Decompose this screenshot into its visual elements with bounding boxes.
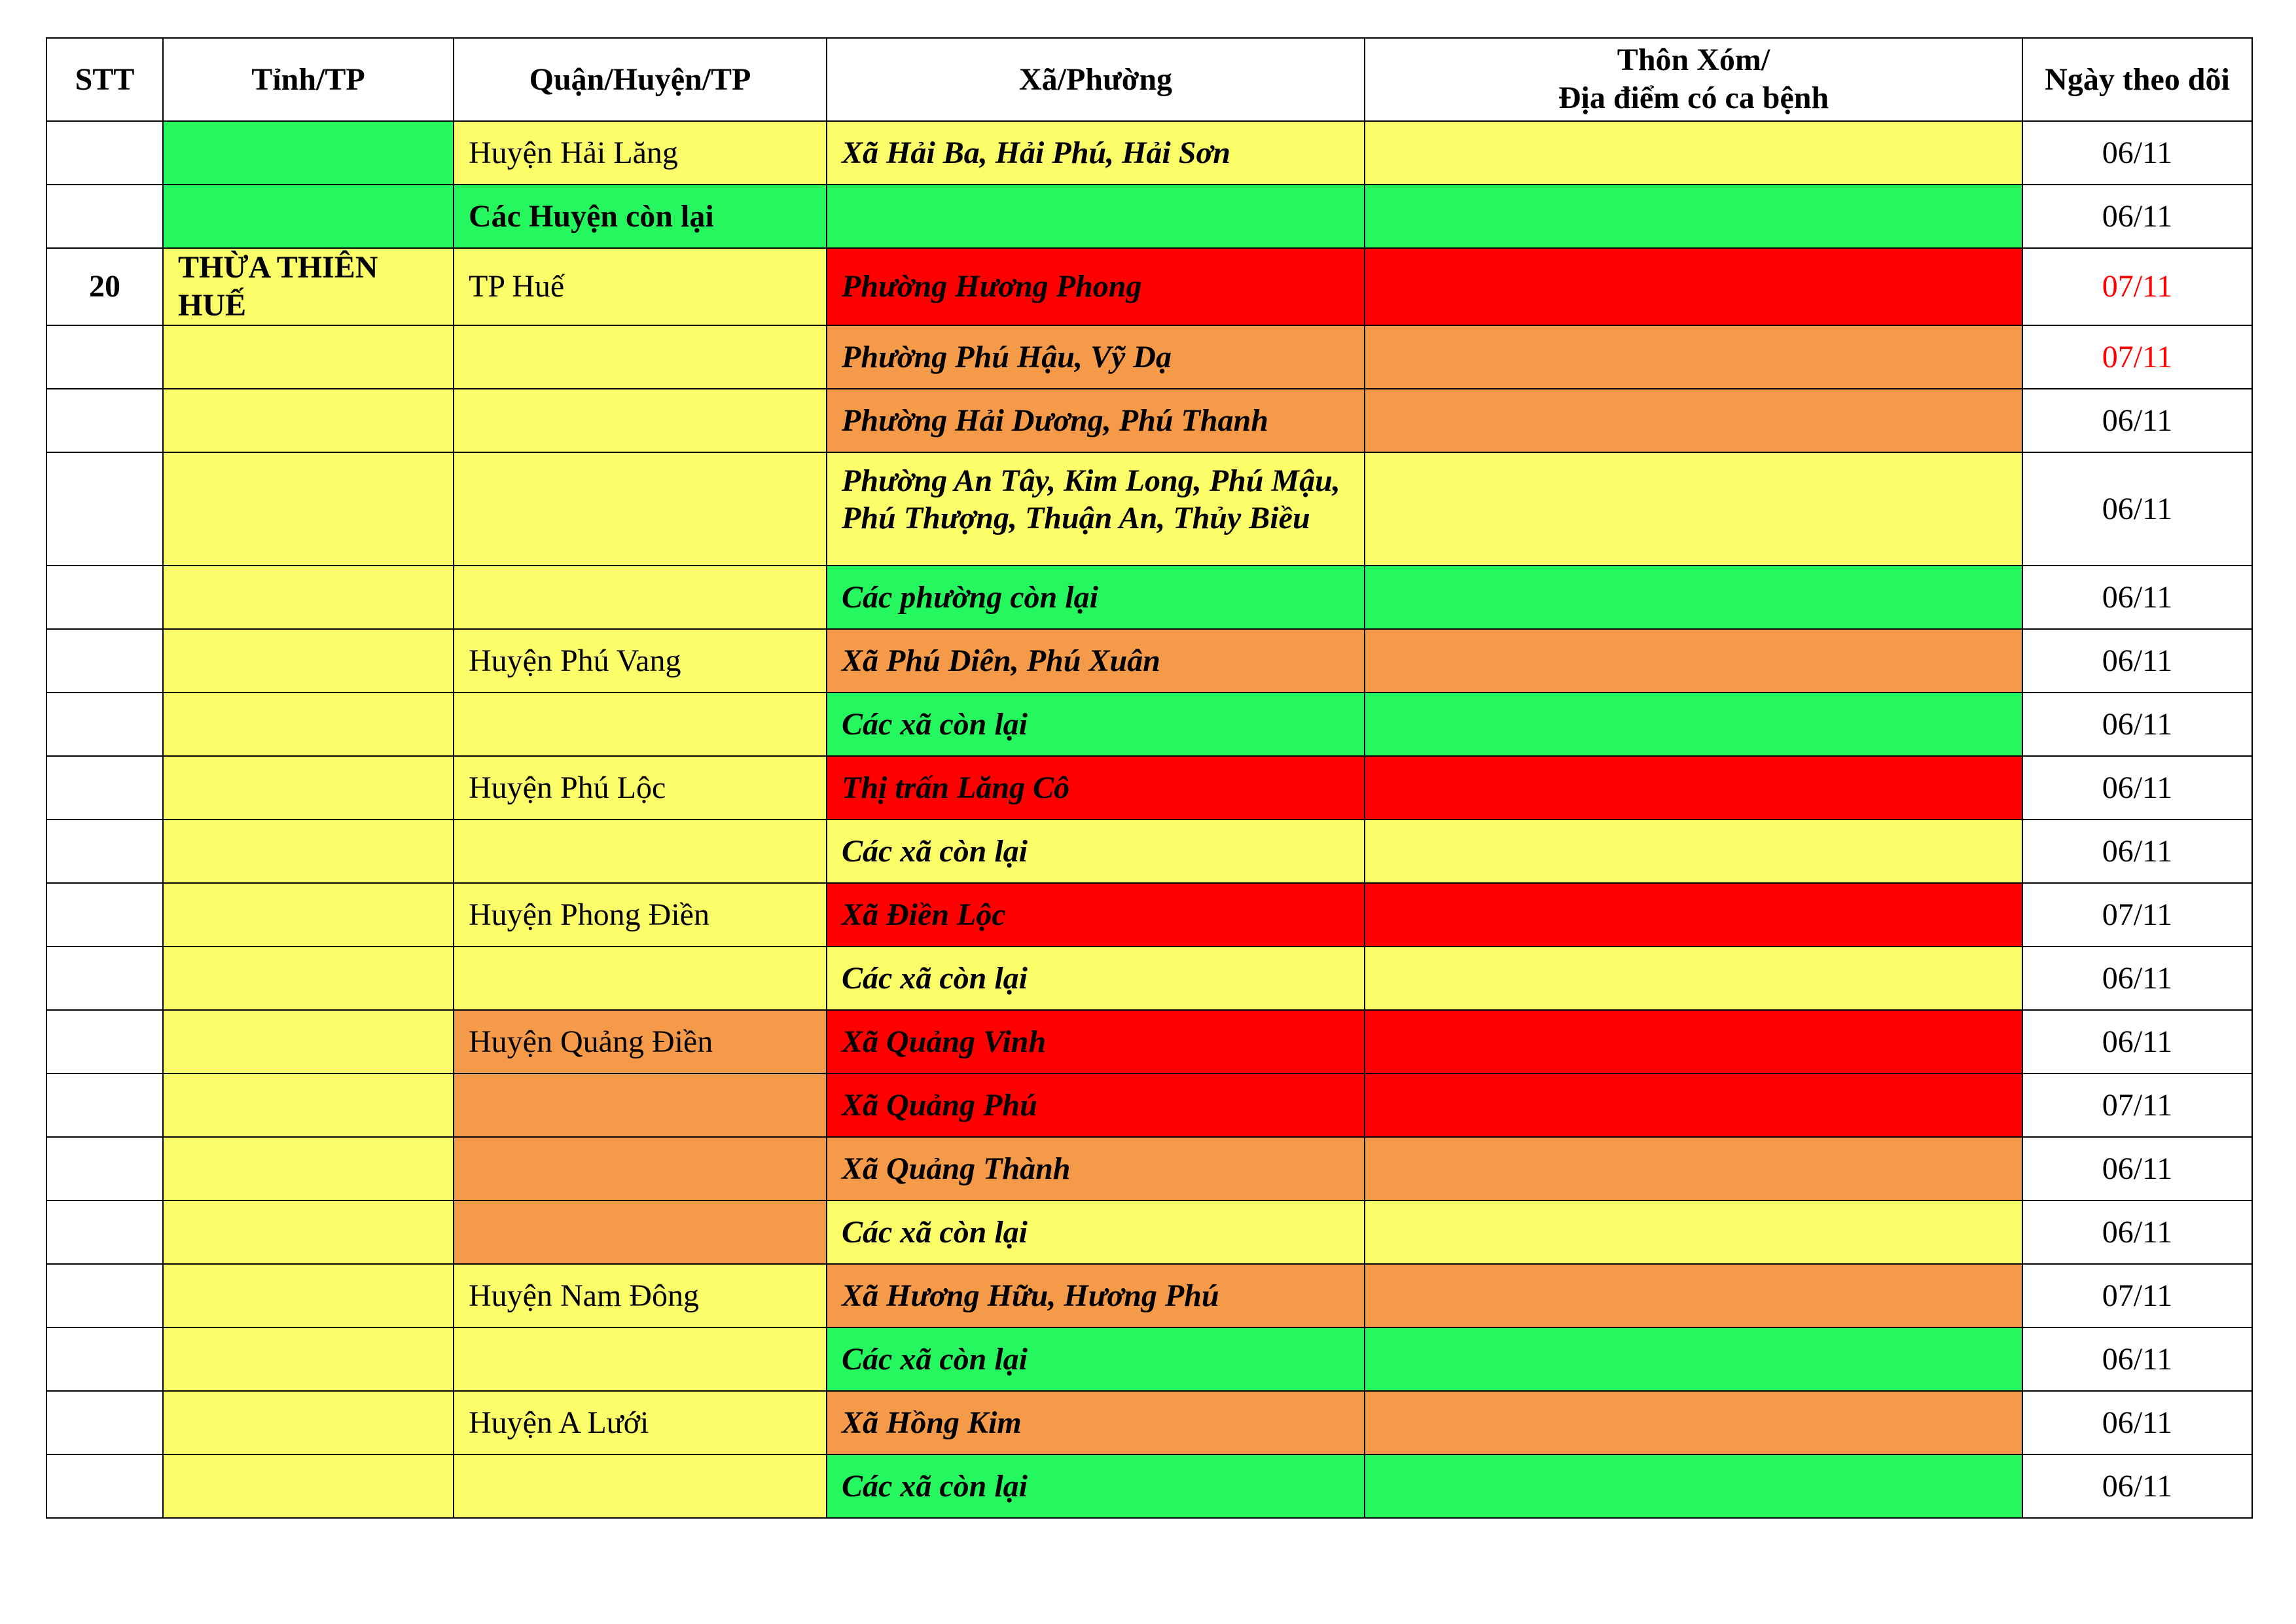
header-row — [46, 38, 2252, 121]
cell-ngay: 07/11 — [2022, 883, 2252, 947]
table-row — [46, 566, 2252, 629]
header-stt: STT — [46, 38, 163, 121]
cell-ngay: 06/11 — [2022, 1010, 2252, 1074]
cell-stt — [46, 1391, 163, 1454]
cell-xa: Phường Hương Phong — [827, 248, 1365, 325]
header-thon-line1: Thôn Xóm/ — [1617, 43, 1770, 77]
table-row — [46, 693, 2252, 756]
cell-thon — [1365, 248, 2022, 325]
header-xa: Xã/Phường — [827, 38, 1365, 121]
cell-xa: Các xã còn lại — [827, 1454, 1365, 1518]
cell-ngay: 06/11 — [2022, 1137, 2252, 1200]
cell-thon — [1365, 1264, 2022, 1327]
cell-ngay: 07/11 — [2022, 1074, 2252, 1137]
cell-stt — [46, 121, 163, 185]
cell-xa — [827, 185, 1365, 248]
table-row — [46, 883, 2252, 947]
cell-xa: Phường Phú Hậu, Vỹ Dạ — [827, 325, 1365, 389]
cell-tinh — [163, 1327, 454, 1391]
cell-tinh — [163, 325, 454, 389]
cell-tinh — [163, 1454, 454, 1518]
table-row — [46, 121, 2252, 185]
table-row — [46, 820, 2252, 883]
cell-stt — [46, 452, 163, 566]
cell-quan: Huyện Quảng Điền — [454, 1010, 827, 1074]
cell-stt — [46, 947, 163, 1010]
cell-quan: Huyện Phú Vang — [454, 629, 827, 693]
header-tinh: Tỉnh/TP — [163, 38, 454, 121]
cell-stt — [46, 1074, 163, 1137]
cell-tinh — [163, 947, 454, 1010]
cell-thon — [1365, 1391, 2022, 1454]
cell-ngay: 06/11 — [2022, 185, 2252, 248]
cell-tinh — [163, 1137, 454, 1200]
cell-quan — [454, 1454, 827, 1518]
table-row — [46, 1391, 2252, 1454]
cell-quan — [454, 452, 827, 566]
cell-thon — [1365, 883, 2022, 947]
cell-quan — [454, 325, 827, 389]
cell-tinh — [163, 756, 454, 820]
cell-xa: Các xã còn lại — [827, 947, 1365, 1010]
table-row — [46, 325, 2252, 389]
cell-xa: Các phường còn lại — [827, 566, 1365, 629]
table-row — [46, 1137, 2252, 1200]
cell-thon — [1365, 1327, 2022, 1391]
cell-stt — [46, 566, 163, 629]
cell-xa: Xã Điền Lộc — [827, 883, 1365, 947]
cell-stt — [46, 693, 163, 756]
cell-xa: Các xã còn lại — [827, 1327, 1365, 1391]
cell-thon — [1365, 756, 2022, 820]
cell-ngay: 06/11 — [2022, 566, 2252, 629]
cell-xa: Xã Hương Hữu, Hương Phú — [827, 1264, 1365, 1327]
cell-tinh — [163, 185, 454, 248]
cell-stt — [46, 820, 163, 883]
cell-stt — [46, 1010, 163, 1074]
cell-xa: Thị trấn Lăng Cô — [827, 756, 1365, 820]
cell-thon — [1365, 1137, 2022, 1200]
cell-ngay: 06/11 — [2022, 121, 2252, 185]
cell-xa: Xã Hải Ba, Hải Phú, Hải Sơn — [827, 121, 1365, 185]
cell-xa: Các xã còn lại — [827, 1200, 1365, 1264]
cell-quan — [454, 947, 827, 1010]
cell-ngay: 06/11 — [2022, 756, 2252, 820]
cell-quan — [454, 820, 827, 883]
cell-xa: Xã Quảng Phú — [827, 1074, 1365, 1137]
cell-xa: Phường Hải Dương, Phú Thanh — [827, 389, 1365, 452]
cell-ngay: 07/11 — [2022, 248, 2252, 325]
header-thon — [1365, 38, 2022, 121]
cell-thon — [1365, 121, 2022, 185]
cell-xa: Xã Quảng Thành — [827, 1137, 1365, 1200]
cell-tinh — [163, 389, 454, 452]
cell-ngay: 07/11 — [2022, 325, 2252, 389]
cell-tinh — [163, 1391, 454, 1454]
cell-quan — [454, 389, 827, 452]
cell-ngay: 06/11 — [2022, 1200, 2252, 1264]
cell-quan: TP Huế — [454, 248, 827, 325]
cell-stt — [46, 756, 163, 820]
table-row — [46, 1264, 2252, 1327]
cell-thon — [1365, 693, 2022, 756]
table-row — [46, 629, 2252, 693]
cell-tinh — [163, 121, 454, 185]
cell-stt — [46, 1327, 163, 1391]
cell-stt — [46, 883, 163, 947]
cell-tinh — [163, 566, 454, 629]
cell-quan: Huyện Nam Đông — [454, 1264, 827, 1327]
table-row — [46, 1010, 2252, 1074]
cell-thon — [1365, 325, 2022, 389]
cell-quan — [454, 693, 827, 756]
cell-thon — [1365, 947, 2022, 1010]
cell-thon — [1365, 389, 2022, 452]
table-row — [46, 185, 2252, 248]
cell-ngay: 06/11 — [2022, 452, 2252, 566]
cell-tinh — [163, 629, 454, 693]
risk-level-table — [46, 37, 2253, 1519]
cell-ngay: 07/11 — [2022, 1264, 2252, 1327]
table-row — [46, 248, 2252, 325]
cell-tinh — [163, 820, 454, 883]
cell-quan: Các Huyện còn lại — [454, 185, 827, 248]
cell-tinh — [163, 1074, 454, 1137]
cell-stt — [46, 629, 163, 693]
cell-quan — [454, 1200, 827, 1264]
cell-tinh — [163, 883, 454, 947]
cell-thon — [1365, 1200, 2022, 1264]
table-row — [46, 756, 2252, 820]
table-row — [46, 389, 2252, 452]
cell-quan: Huyện Hải Lăng — [454, 121, 827, 185]
cell-quan: Huyện A Lưới — [454, 1391, 827, 1454]
cell-quan: Huyện Phong Điền — [454, 883, 827, 947]
cell-thon — [1365, 185, 2022, 248]
cell-quan — [454, 1137, 827, 1200]
cell-tinh — [163, 1010, 454, 1074]
cell-thon — [1365, 1074, 2022, 1137]
cell-quan — [454, 566, 827, 629]
cell-xa: Phường An Tây, Kim Long, Phú Mậu, Phú Thượng, Thuận An, Thủy Biều — [827, 452, 1365, 566]
cell-quan: Huyện Phú Lộc — [454, 756, 827, 820]
table-row — [46, 947, 2252, 1010]
cell-tinh — [163, 1200, 454, 1264]
cell-thon — [1365, 1010, 2022, 1074]
cell-ngay: 06/11 — [2022, 693, 2252, 756]
cell-tinh: THỪA THIÊN HUẾ — [163, 248, 454, 325]
cell-stt — [46, 1454, 163, 1518]
cell-stt — [46, 1200, 163, 1264]
cell-xa: Các xã còn lại — [827, 820, 1365, 883]
cell-ngay: 06/11 — [2022, 947, 2252, 1010]
cell-xa: Xã Phú Diên, Phú Xuân — [827, 629, 1365, 693]
cell-thon — [1365, 820, 2022, 883]
cell-tinh — [163, 452, 454, 566]
cell-thon — [1365, 452, 2022, 566]
table-row — [46, 1200, 2252, 1264]
cell-ngay: 06/11 — [2022, 1327, 2252, 1391]
cell-stt — [46, 325, 163, 389]
table-row — [46, 452, 2252, 566]
cell-stt — [46, 1264, 163, 1327]
header-thon-line2: Địa điểm có ca bệnh — [1558, 81, 1829, 115]
cell-stt — [46, 389, 163, 452]
header-quan: Quận/Huyện/TP — [454, 38, 827, 121]
cell-tinh — [163, 693, 454, 756]
cell-xa: Xã Hồng Kim — [827, 1391, 1365, 1454]
cell-thon — [1365, 1454, 2022, 1518]
table-row — [46, 1074, 2252, 1137]
cell-ngay: 06/11 — [2022, 629, 2252, 693]
cell-thon — [1365, 629, 2022, 693]
cell-ngay: 06/11 — [2022, 1454, 2252, 1518]
cell-ngay: 06/11 — [2022, 389, 2252, 452]
cell-thon — [1365, 566, 2022, 629]
cell-stt — [46, 185, 163, 248]
cell-xa: Các xã còn lại — [827, 693, 1365, 756]
cell-stt — [46, 1137, 163, 1200]
cell-ngay: 06/11 — [2022, 820, 2252, 883]
cell-tinh — [163, 1264, 454, 1327]
table-row — [46, 1454, 2252, 1518]
cell-quan — [454, 1074, 827, 1137]
header-ngay: Ngày theo dõi — [2022, 38, 2252, 121]
table-row — [46, 1327, 2252, 1391]
cell-xa: Xã Quảng Vinh — [827, 1010, 1365, 1074]
cell-stt: 20 — [46, 248, 163, 325]
cell-quan — [454, 1327, 827, 1391]
cell-ngay: 06/11 — [2022, 1391, 2252, 1454]
